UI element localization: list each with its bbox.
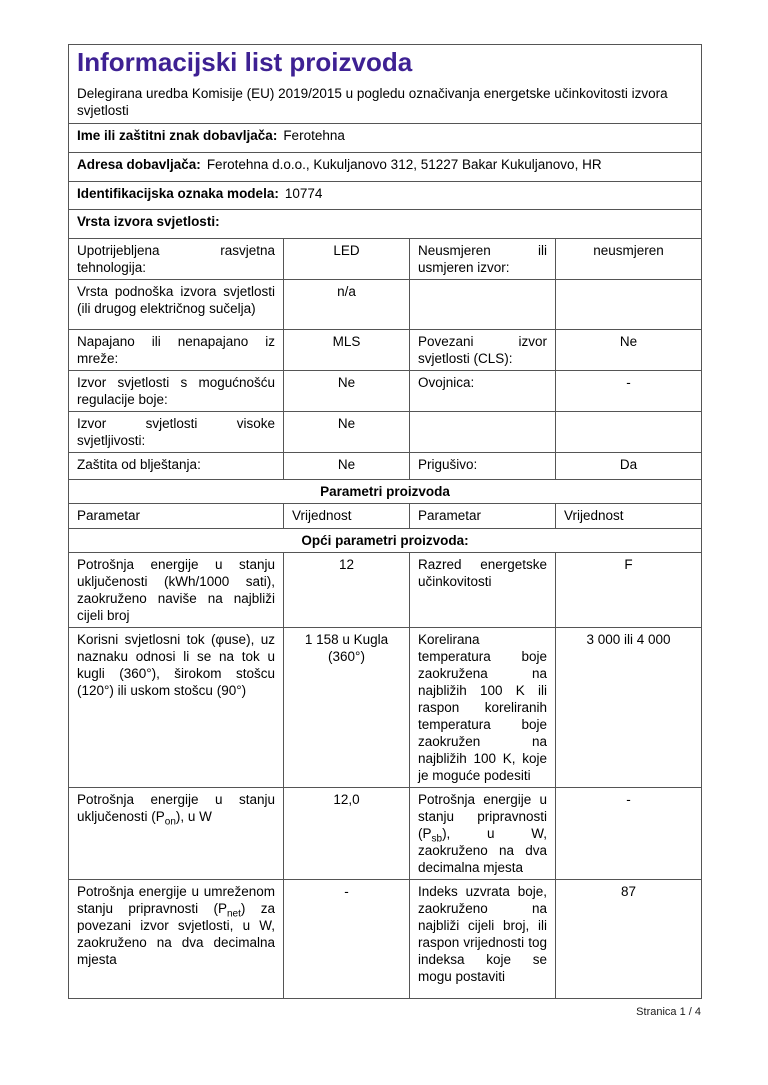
value-cell: - xyxy=(556,787,702,879)
parameter-cell: Neusmjeren ili usmjeren izvor: xyxy=(410,238,556,279)
param-row-power-on xyxy=(69,787,702,879)
value-cell: Ne xyxy=(284,411,410,452)
light-source-type-label: Vrsta izvora svjetlosti: xyxy=(77,213,220,229)
value-cell: - xyxy=(284,879,410,998)
parameter-cell: Vrsta podnoška izvora svjetlosti (ili drugog električnog sučelja) xyxy=(69,279,284,329)
supplier-address-label: Adresa dobavljača: xyxy=(77,156,201,172)
parameter-cell: Korelirana temperatura boje zaokružena na najbližih 100 K ili raspon koreliranih temperatura boje zaokružen na najbližih 100 K, koje je moguće podesiti xyxy=(410,627,556,787)
value-cell: Ne xyxy=(284,452,410,479)
value-cell: F xyxy=(556,552,702,627)
value-cell: 12,0 xyxy=(284,787,410,879)
table-row-technology xyxy=(69,238,702,279)
title-block xyxy=(69,45,702,124)
value-cell xyxy=(556,279,702,329)
supplier-address-cell xyxy=(69,152,702,181)
value-cell: neusmjeren xyxy=(556,238,702,279)
value-cell: n/a xyxy=(284,279,410,329)
parameter-cell: Upotrijebljena rasvjetna tehnologija: xyxy=(69,238,284,279)
parameter-cell: Razred energetske učinkovitosti xyxy=(410,552,556,627)
parameter-cell: Potrošnja energije u stanju pripravnosti $(P_{sb})$, u W, zaokruženo na dva decimalna mjesta xyxy=(410,787,556,879)
parameter-cell: Indeks uzvrata boje, zaokruženo na najbliži cijeli broj, ili raspon vrijednosti tog indeksa koje se mogu postaviti xyxy=(410,879,556,998)
subsection-title: Opći parametri proizvoda: xyxy=(69,528,702,552)
table-row-colour-tunable xyxy=(69,370,702,411)
param-row-networked-standby xyxy=(69,879,702,998)
parameter-cell: Potrošnja energije u stanju uključenosti (kWh/1000 sati), zaokruženo naviše na najbliži cijeli broj xyxy=(69,552,284,627)
param-row-luminous-flux xyxy=(69,627,702,787)
page-number: Stranica 1 / 4 xyxy=(636,1006,701,1018)
section-header-row xyxy=(69,479,702,503)
parameter-cell: Potrošnja energije u umreženom stanju pripravnosti $(P_{net})$ za povezani izvor svjetlosti, u W, zaokruženo na dva decimalna mjesta xyxy=(69,879,284,998)
value-cell: 87 xyxy=(556,879,702,998)
value-cell xyxy=(556,411,702,452)
column-header: Parametar xyxy=(69,503,284,528)
model-id-cell xyxy=(69,181,702,209)
column-header: Vrijednost xyxy=(284,503,410,528)
value-cell: 3 000 ili 4 000 xyxy=(556,627,702,787)
supplier-name-cell xyxy=(69,123,702,152)
page-title: Informacijski list proizvoda xyxy=(77,47,413,77)
parameter-cell: Izvor svjetlosti visoke svjetljivosti: xyxy=(69,411,284,452)
value-cell: 1 158 u Kugla (360°) xyxy=(284,627,410,787)
product-info-table xyxy=(68,44,702,999)
parameter-cell: Ovojnica: xyxy=(410,370,556,411)
param-row-energy-consumption xyxy=(69,552,702,627)
column-header-row xyxy=(69,503,702,528)
model-id-row xyxy=(69,181,702,209)
supplier-name-value: Ferotehna xyxy=(283,127,345,143)
value-cell: Ne xyxy=(284,370,410,411)
supplier-name-label: Ime ili zaštitni znak dobavljača: xyxy=(77,127,278,143)
page-subtitle: Delegirana uredba Komisije (EU) 2019/2015 u pogledu označivanja energetske učinkovitosti izvora svjetlosti xyxy=(77,85,668,119)
parameter-cell: Potrošnja energije u stanju uključenosti $(P_{on})$, u W xyxy=(69,787,284,879)
value-cell: 12 xyxy=(284,552,410,627)
value-cell: - xyxy=(556,370,702,411)
table-row-high-luminance xyxy=(69,411,702,452)
section-title: Parametri proizvoda xyxy=(69,479,702,503)
parameter-cell: Napajano ili nenapajano iz mreže: xyxy=(69,329,284,370)
column-header: Vrijednost xyxy=(556,503,702,528)
value-cell: LED xyxy=(284,238,410,279)
parameter-cell: Povezani izvor svjetlosti (CLS): xyxy=(410,329,556,370)
supplier-address-row xyxy=(69,152,702,181)
value-cell: Ne xyxy=(556,329,702,370)
parameter-cell xyxy=(410,411,556,452)
subsection-header-row xyxy=(69,528,702,552)
table-row-cap-type xyxy=(69,279,702,329)
value-cell: MLS xyxy=(284,329,410,370)
model-id-label: Identifikacijska oznaka modela: xyxy=(77,185,279,201)
table-row-mains xyxy=(69,329,702,370)
light-source-type-cell xyxy=(69,209,702,238)
table-row-glare xyxy=(69,452,702,479)
model-id-value: 10774 xyxy=(284,185,323,201)
parameter-cell: Korisni svjetlosni tok (φuse), uz naznaku odnosi li se na tok u kugli (360°), širokom stošcu (120°) ili uskom stošcu (90°) xyxy=(69,627,284,787)
value-cell: Da xyxy=(556,452,702,479)
column-header: Parametar xyxy=(410,503,556,528)
parameter-cell xyxy=(410,279,556,329)
parameter-cell: Zaštita od blještanja: xyxy=(69,452,284,479)
light-source-type-row xyxy=(69,209,702,238)
supplier-name-row xyxy=(69,123,702,152)
parameter-cell: Izvor svjetlosti s mogućnošću regulacije boje: xyxy=(69,370,284,411)
supplier-address-value: Ferotehna d.o.o., Kukuljanovo 312, 51227 Bakar Kukuljanovo, HR xyxy=(206,156,602,172)
parameter-cell: Prigušivo: xyxy=(410,452,556,479)
